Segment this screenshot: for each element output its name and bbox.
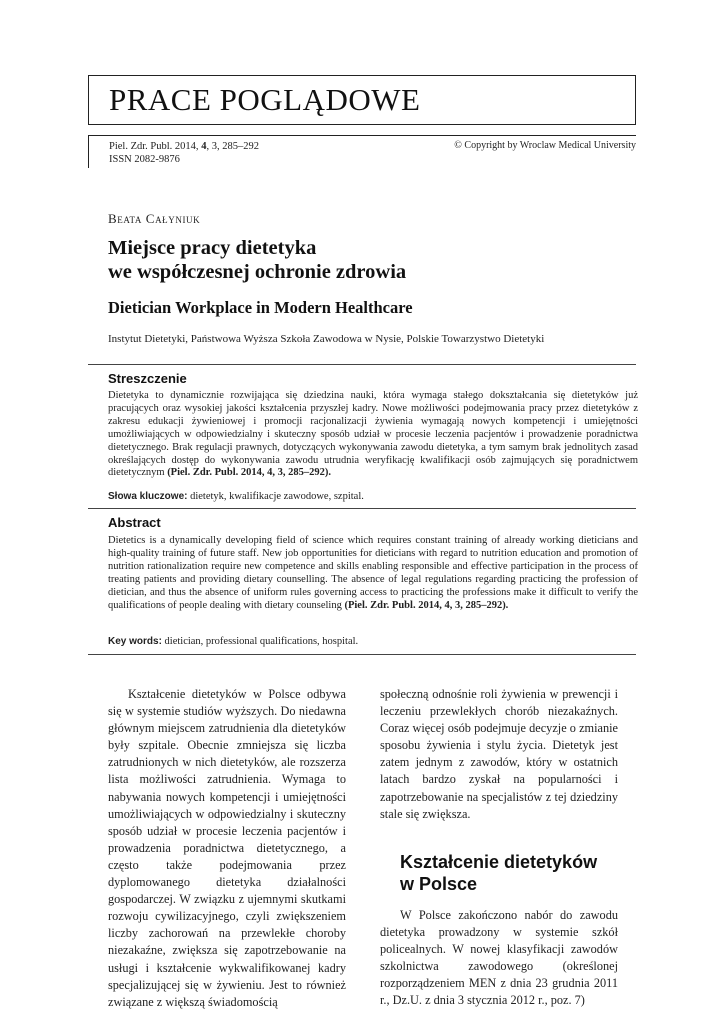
citation-box (88, 135, 636, 168)
body-paragraph: Kształcenie dietetyków w Polsce odbywa się w systemie studiów wyższych. Do niedawna głównym miejscem zatrudnienia dla dietetyków były szpitale. Obecnie zmniejsza się liczba zatrudnionych w nich dietetyków, ale rozszerza lista możliwości zatrudnienia. Wymaga to nabywania nowych kompetencji i umiejętności umożliwiających w odpowiedzialny i skuteczny sposób udział w procesie leczenia pacjentów i prowadzenia poradnictwa dietetycznego, a często także podejmowania przez dyplomowanego dietetyka działalności gospodarczej. W związku z ujemnymi skutkami rozwoju cywilizacyjnego, czyli zwiększeniem liczby zachorowań na przewlekłe choroby niezakaźne, zwiększa się zapotrzebowanie na usługi i kształcenie wykwalifikowanej kadry specjalizującej się w żywieniu. Jest to również związane z większą świadomością (108, 687, 346, 1009)
section-title: PRACE POGLĄDOWE (109, 82, 421, 117)
affiliation: Instytut Dietetyki, Państwowa Wyższa Szkoła Zawodowa w Nysie, Polskie Towarzystwo Dietetyki (108, 333, 545, 345)
divider (88, 364, 636, 365)
abstract-citation: (Piel. Zdr. Publ. 2014, 4, 3, 285–292). (344, 599, 509, 611)
section-heading: Kształcenie dietetyków w Polsce (400, 851, 598, 894)
slowa-kluczowe: Słowa kluczowe: dietetyk, kwalifikacje zawodowe, szpital. (108, 491, 364, 502)
author-name: Beata Całyniuk (108, 211, 201, 226)
section-header-box (88, 75, 636, 125)
issn: ISSN 2082-9876 (109, 154, 180, 165)
citation-info (109, 140, 259, 166)
streszczenie-heading: Streszczenie (108, 371, 187, 386)
title-english: Dietician Workplace in Modern Healthcare (108, 298, 413, 317)
copyright: © Copyright by Wroclaw Medical University (454, 140, 636, 151)
divider (88, 508, 636, 509)
streszczenie-text: Dietetyka to dynamicznie rozwijająca się dziedzina nauki, która wymaga stałego dokształcania się dietetyków już pracujących oraz wysokiej jakości kształcenia przyszłej kadry. Nowe możliwości podejmowania pracy przez dietetyków z zakresu edukacji żywieniowej i promocji racjonalizacji żywienia wymagają nowych kompetencji i umiejętności umożliwiających w odpowiedzialny i skuteczny sposób udział w procesie leczenia pacjentów i prowadzenie poradnictwa dietetycznego. Brak regulacji prawnych, dotyczących wykonywania zawodu dietetyka, a tym samym brak jednolitych zasad określających dostęp do wykonywania zawodu utrudnia weryfikację kwalifikacji osób zajmujących się poradnictwem dietetycznym (Piel. Zdr. Publ. 2014, 4, 3, 285–292). (108, 390, 638, 479)
divider (88, 654, 636, 655)
slowa-kluczowe-label: Słowa kluczowe: (108, 491, 188, 502)
key-words-label: Key words: (108, 636, 162, 647)
citation-journal: Piel. Zdr. Publ. 2014, (109, 141, 202, 152)
abstract-heading: Abstract (108, 515, 161, 530)
body-paragraph: W Polsce zakończono nabór do zawodu dietetyka prowadzony w systemie szkół policealnych. W nowej klasyfikacji zawodów szkolnictwa zawodowego (określonej rozporządzeniem MEN z dnia 23 grudnia 2011 r., Dz.U. z dnia 3 stycznia 2012 r., poz. 7) (380, 907, 618, 1008)
streszczenie-citation: (Piel. Zdr. Publ. 2014, 4, 3, 285–292). (167, 467, 332, 479)
body-column-left (108, 686, 346, 1011)
body-column-right (380, 686, 618, 1009)
title-polish: Miejsce pracy dietetyka we współczesnej ochronie zdrowia (108, 237, 407, 283)
body-paragraph: społeczną odnośnie roli żywienia w prewencji i leczeniu przewlekłych chorób niezakaźnych. Coraz więcej osób podejmuje decyzje o zmianie sposobu żywienia i stylu życia. Dietetyk jest zatem jednym z zawodów, który w ostatnich latach bardzo zyskał na popularności i zapotrzebowanie na specjalistów z tej dziedziny stale się zwiększa. (380, 687, 618, 821)
citation-volume: 4 (201, 141, 207, 152)
key-words: Key words: dietician, professional qualifications, hospital. (108, 636, 359, 647)
citation-pages: , 3, 285–292 (206, 141, 259, 152)
abstract-text: Dietetics is a dynamically developing field of science which requires constant training of already working dieticians and high-quality training of future staff. New job opportunities for dieticians with regard to nutrition education and promotion of nutrition rationalization require new competence and skills enabling responsible and effective participation in the process of treating patients and providing dietary counselling. The absence of legal regulations regarding practicing the profession of dietician, and thus the absence of uniform rules governing access to practicing the professions make it difficult to verify the qualifications of people dealing with dietary counseling (Piel. Zdr. Publ. 2014, 4, 3, 285–292). (108, 535, 638, 611)
